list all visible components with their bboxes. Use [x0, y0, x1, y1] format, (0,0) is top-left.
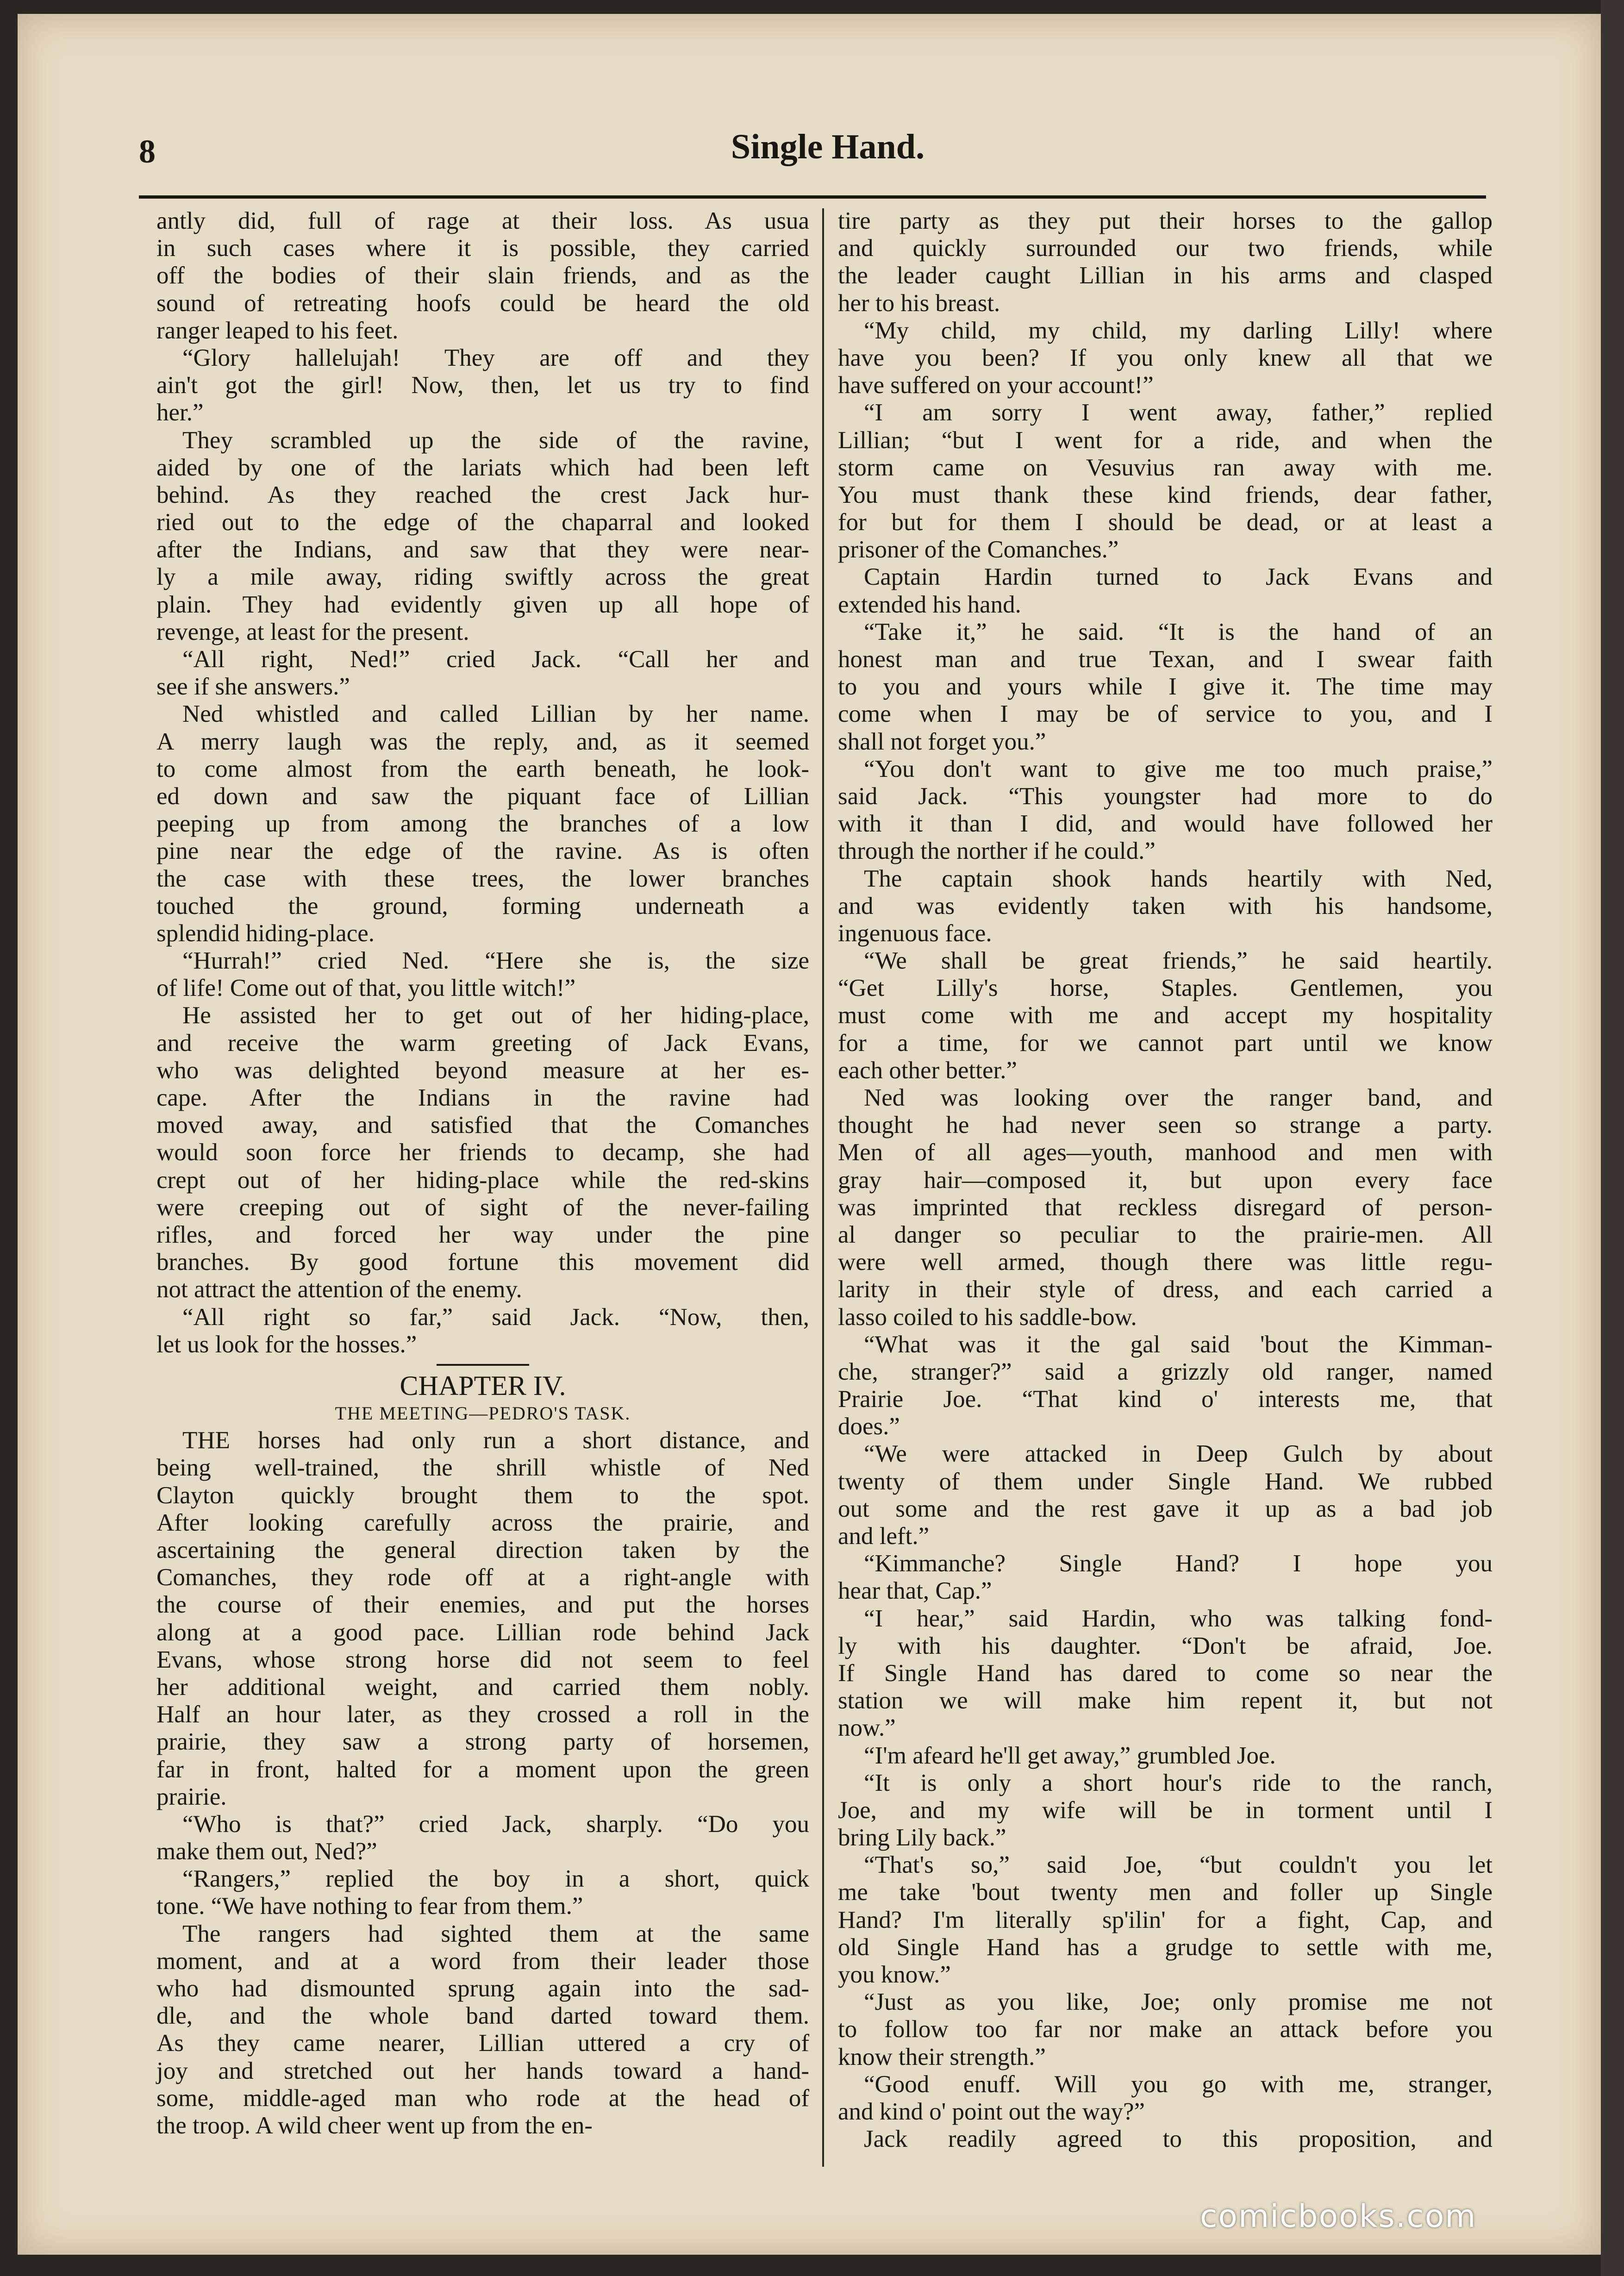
text-line: Men of all ages—youth, manhood and men with	[838, 1139, 1493, 1166]
text-line: after the Indians, and saw that they were near-	[156, 536, 809, 563]
text-line: “It is only a short hour's ride to the ranch,	[864, 1769, 1493, 1796]
text-line: tire party as they put their horses to the gallop	[838, 207, 1493, 234]
text-line: twenty of them under Single Hand. We rubbed	[838, 1468, 1493, 1495]
chapter-title: CHAPTER IV.	[400, 1370, 566, 1401]
text-line: THE horses had only run a short distance, and	[182, 1427, 809, 1454]
text-line: ain't got the girl! Now, then, let us try to find	[156, 372, 809, 399]
text-line: “Who is that?” cried Jack, sharply. “Do you	[182, 1810, 809, 1838]
header-rule	[139, 195, 1486, 199]
text-line: “All right, Ned!” cried Jack. “Call her and	[182, 646, 809, 673]
text-line: said Jack. “This youngster had more to do	[838, 782, 1493, 810]
text-line: “Just as you like, Joe; only promise me not	[864, 1988, 1493, 2016]
text-line: of life! Come out of that, you little witch!”	[156, 975, 576, 1002]
text-line: “I am sorry I went away, father,” replied	[864, 399, 1493, 426]
text-line: gray hair—composed it, but upon every face	[838, 1166, 1493, 1194]
text-line: “Glory hallelujah! They are off and they	[182, 344, 809, 371]
text-line: “Hurrah!” cried Ned. “Here she is, the size	[182, 947, 809, 975]
text-line: tone. “We have nothing to fear from them.”	[156, 1893, 583, 1920]
text-line: che, stranger?” said a grizzly old ranger, named	[838, 1358, 1493, 1385]
watermark-logo: comicbooks.com	[1200, 2198, 1477, 2235]
text-line: As they came nearer, Lillian uttered a cry of	[156, 2030, 809, 2057]
text-line: thought he had never seen so strange a party.	[838, 1112, 1493, 1139]
text-line: Ned whistled and called Lillian by her name.	[182, 700, 809, 728]
text-line: sound of retreating hoofs could be heard the old	[156, 289, 809, 317]
text-line: dle, and the whole band darted toward them.	[156, 2002, 809, 2030]
text-line: who had dismounted sprung again into the sad-	[156, 1975, 809, 2002]
text-line: for but for them I should be dead, or at least a	[838, 509, 1493, 536]
text-line: out some and the rest gave it up as a bad job	[838, 1495, 1493, 1522]
text-line: her additional weight, and carried them nobly.	[156, 1673, 809, 1701]
text-line: far in front, halted for a moment upon the green	[156, 1756, 809, 1783]
page-edge	[1601, 0, 1624, 2276]
text-line: was imprinted that reckless disregard of person-	[838, 1194, 1493, 1221]
text-line: pine near the edge of the ravine. As is often	[156, 838, 809, 865]
text-line: come when I may be of service to you, and I	[838, 700, 1493, 728]
text-line: After looking carefully across the prairie, and	[156, 1509, 809, 1536]
text-line: me take 'bout twenty men and foller up Single	[838, 1879, 1493, 1906]
text-line: larity in their style of dress, and each carried a	[838, 1276, 1493, 1303]
text-line: to you and yours while I give it. The time may	[838, 673, 1493, 700]
text-line: some, middle-aged man who rode at the head of	[156, 2084, 809, 2112]
text-line: with it than I did, and would have followed her	[838, 810, 1493, 838]
text-line: cape. After the Indians in the ravine had	[156, 1084, 809, 1111]
text-line: branches. By good fortune this movement did	[156, 1249, 809, 1276]
text-line: make them out, Ned?”	[156, 1838, 377, 1865]
text-line: “Rangers,” replied the boy in a short, quick	[182, 1865, 809, 1893]
chapter-subtitle: THE MEETING—PEDRO'S TASK.	[335, 1403, 631, 1424]
text-line: touched the ground, forming underneath a	[156, 892, 809, 919]
text-line: “You don't want to give me too much praise,”	[864, 755, 1493, 782]
text-line: joy and stretched out her hands toward a hand-	[156, 2057, 809, 2084]
text-line: “That's so,” said Joe, “but couldn't you let	[864, 1851, 1493, 1879]
text-line: al danger so peculiar to the prairie-men. All	[838, 1221, 1493, 1248]
text-line: Prairie Joe. “That kind o' interests me, that	[838, 1386, 1493, 1413]
text-line: and left.”	[838, 1523, 930, 1550]
text-line: to come almost from the earth beneath, he look-	[156, 755, 809, 782]
text-line: have suffered on your account!”	[838, 372, 1154, 399]
text-line: the troop. A wild cheer went up from the en-	[156, 2112, 593, 2139]
text-line: Lillian; “but I went for a ride, and when the	[838, 426, 1493, 454]
text-line: ly with his daughter. “Don't be afraid, Joe.	[838, 1632, 1493, 1659]
text-line: extended his hand.	[838, 591, 1021, 618]
text-line: moved away, and satisfied that the Comanches	[156, 1112, 809, 1139]
text-line: who was delighted beyond measure at her es-	[156, 1057, 809, 1084]
text-line: for a time, for we cannot part until we know	[838, 1029, 1493, 1057]
text-line: ingenuous face.	[838, 919, 992, 947]
text-line: “Take it,” he said. “It is the hand of an	[864, 618, 1493, 645]
text-line: A merry laugh was the reply, and, as it seemed	[156, 728, 809, 755]
text-line: Evans, whose strong horse did not seem to feel	[156, 1646, 809, 1673]
text-line: now.”	[838, 1714, 896, 1742]
text-line: revenge, at least for the present.	[156, 618, 469, 645]
chapter-heading	[156, 1364, 809, 1427]
text-line: to follow too far nor make an attack before you	[838, 2016, 1493, 2043]
left-column	[156, 207, 809, 2139]
left-column-text	[156, 207, 809, 1358]
text-line: along at a good pace. Lillian rode behind Jack	[156, 1619, 809, 1646]
text-line: the course of their enemies, and put the horses	[156, 1591, 809, 1619]
text-line: “My child, my child, my darling Lilly! where	[864, 317, 1493, 344]
text-line: “I'm afeard he'll get away,” grumbled Joe.	[864, 1742, 1276, 1769]
text-line: antly did, full of rage at their loss. As usua	[156, 207, 809, 234]
text-line: bring Lily back.”	[838, 1824, 1006, 1851]
text-line: Clayton quickly brought them to the spot.	[156, 1482, 809, 1509]
text-line: Captain Hardin turned to Jack Evans and	[864, 563, 1493, 591]
book-page	[18, 14, 1601, 2255]
text-line: would soon force her friends to decamp, she had	[156, 1139, 809, 1166]
text-line: Hand? I'm literally sp'ilin' for a fight, Cap, and	[838, 1906, 1493, 1933]
text-line: You must thank these kind friends, dear father,	[838, 481, 1493, 508]
text-line: each other better.”	[838, 1057, 1017, 1084]
chapter-rule	[437, 1364, 529, 1366]
text-line: Joe, and my wife will be in torment until I	[838, 1796, 1493, 1824]
text-line: Ned was looking over the ranger band, and	[864, 1084, 1493, 1111]
text-line: ascertaining the general direction taken by the	[156, 1537, 809, 1563]
text-line: and kind o' point out the way?”	[838, 2098, 1145, 2125]
text-line: the case with these trees, the lower branches	[156, 865, 809, 892]
text-line: hear that, Cap.”	[838, 1577, 992, 1605]
text-line: The captain shook hands heartily with Ned,	[864, 865, 1493, 892]
text-line: “Good enuff. Will you go with me, stranger,	[864, 2070, 1493, 2098]
text-line: splendid hiding-place.	[156, 919, 375, 947]
running-title: Single Hand.	[731, 127, 925, 166]
text-line: station we will make him repent it, but not	[838, 1687, 1493, 1714]
text-line: ly a mile away, riding swiftly across the great	[156, 563, 809, 591]
text-line: must come with me and accept my hospitality	[838, 1002, 1493, 1029]
text-line: the leader caught Lillian in his arms and clasped	[838, 262, 1493, 289]
text-line: moment, and at a word from their leader those	[156, 1947, 809, 1975]
text-line: “We were attacked in Deep Gulch by about	[864, 1440, 1493, 1468]
text-line: see if she answers.”	[156, 673, 350, 700]
text-line: “We shall be great friends,” he said heartily.	[864, 947, 1493, 975]
text-line: old Single Hand has a grudge to settle with me,	[838, 1933, 1493, 1961]
column-divider	[822, 208, 824, 2167]
text-line: ed down and saw the piquant face of Lillian	[156, 782, 809, 810]
text-line: her.”	[156, 399, 204, 426]
text-line: and quickly surrounded our two friends, while	[838, 235, 1493, 262]
text-line: plain. They had evidently given up all hope of	[156, 591, 809, 618]
text-line: were well armed, though there was little regu-	[838, 1249, 1493, 1276]
text-line: ried out to the edge of the chaparral and looked	[156, 509, 809, 536]
text-line: through the norther if he could.”	[838, 838, 1156, 865]
text-line: “All right so far,” said Jack. “Now, then,	[182, 1303, 809, 1331]
text-line: let us look for the hosses.”	[156, 1331, 417, 1358]
text-line: lasso coiled to his saddle-bow.	[838, 1303, 1137, 1331]
text-line: storm came on Vesuvius ran away with me.	[838, 454, 1493, 481]
text-line: “What was it the gal said 'bout the Kimman-	[864, 1331, 1493, 1358]
right-column	[838, 207, 1493, 2153]
text-line: have you been? If you only knew all that we	[838, 344, 1493, 371]
text-line: shall not forget you.”	[838, 728, 1046, 755]
text-line: aided by one of the lariats which had been left	[156, 454, 809, 481]
text-line: Half an hour later, as they crossed a roll in the	[156, 1701, 809, 1728]
page-number: 8	[139, 133, 156, 170]
text-line: prairie.	[156, 1783, 227, 1810]
text-line: off the bodies of their slain friends, and as the	[156, 262, 809, 289]
text-line: being well-trained, the shrill whistle of Ned	[156, 1454, 809, 1482]
text-line: honest man and true Texan, and I swear faith	[838, 646, 1493, 673]
text-line: prisoner of the Comanches.”	[838, 536, 1119, 563]
text-line: crept out of her hiding-place while the red-skins	[156, 1166, 809, 1194]
text-line: Comanches, they rode off at a right-angle with	[156, 1564, 809, 1591]
text-line: were creeping out of sight of the never-failing	[156, 1194, 809, 1221]
text-line: prairie, they saw a strong party of horsemen,	[156, 1728, 809, 1756]
text-line: “I hear,” said Hardin, who was talking fond-	[864, 1605, 1493, 1632]
text-line: rifles, and forced her way under the pine	[156, 1221, 809, 1248]
text-line: in such cases where it is possible, they carried	[156, 235, 809, 262]
text-line: behind. As they reached the crest Jack hur-	[156, 481, 809, 508]
text-line: not attract the attention of the enemy.	[156, 1276, 522, 1303]
text-line: and was evidently taken with his handsome,	[838, 892, 1493, 919]
text-line: They scrambled up the side of the ravine,	[182, 426, 809, 454]
text-line: her to his breast.	[838, 289, 1000, 317]
text-line: The rangers had sighted them at the same	[182, 1920, 809, 1947]
text-line: you know.”	[838, 1961, 951, 1988]
text-line: He assisted her to get out of her hiding-place,	[182, 1002, 809, 1029]
text-line: does.”	[838, 1413, 900, 1440]
text-line: ranger leaped to his feet.	[156, 317, 399, 344]
text-line: and receive the warm greeting of Jack Evans,	[156, 1029, 809, 1057]
text-line: “Get Lilly's horse, Staples. Gentlemen, you	[838, 975, 1493, 1002]
text-line: If Single Hand has dared to come so near the	[838, 1659, 1493, 1687]
text-line: Jack readily agreed to this proposition, and	[864, 2126, 1493, 2153]
text-line: know their strength.”	[838, 2043, 1046, 2070]
text-line: “Kimmanche? Single Hand? I hope you	[864, 1550, 1493, 1577]
right-column-text	[838, 207, 1493, 2153]
left-column-text-continued	[156, 1427, 809, 2139]
text-line: peeping up from among the branches of a low	[156, 810, 809, 838]
